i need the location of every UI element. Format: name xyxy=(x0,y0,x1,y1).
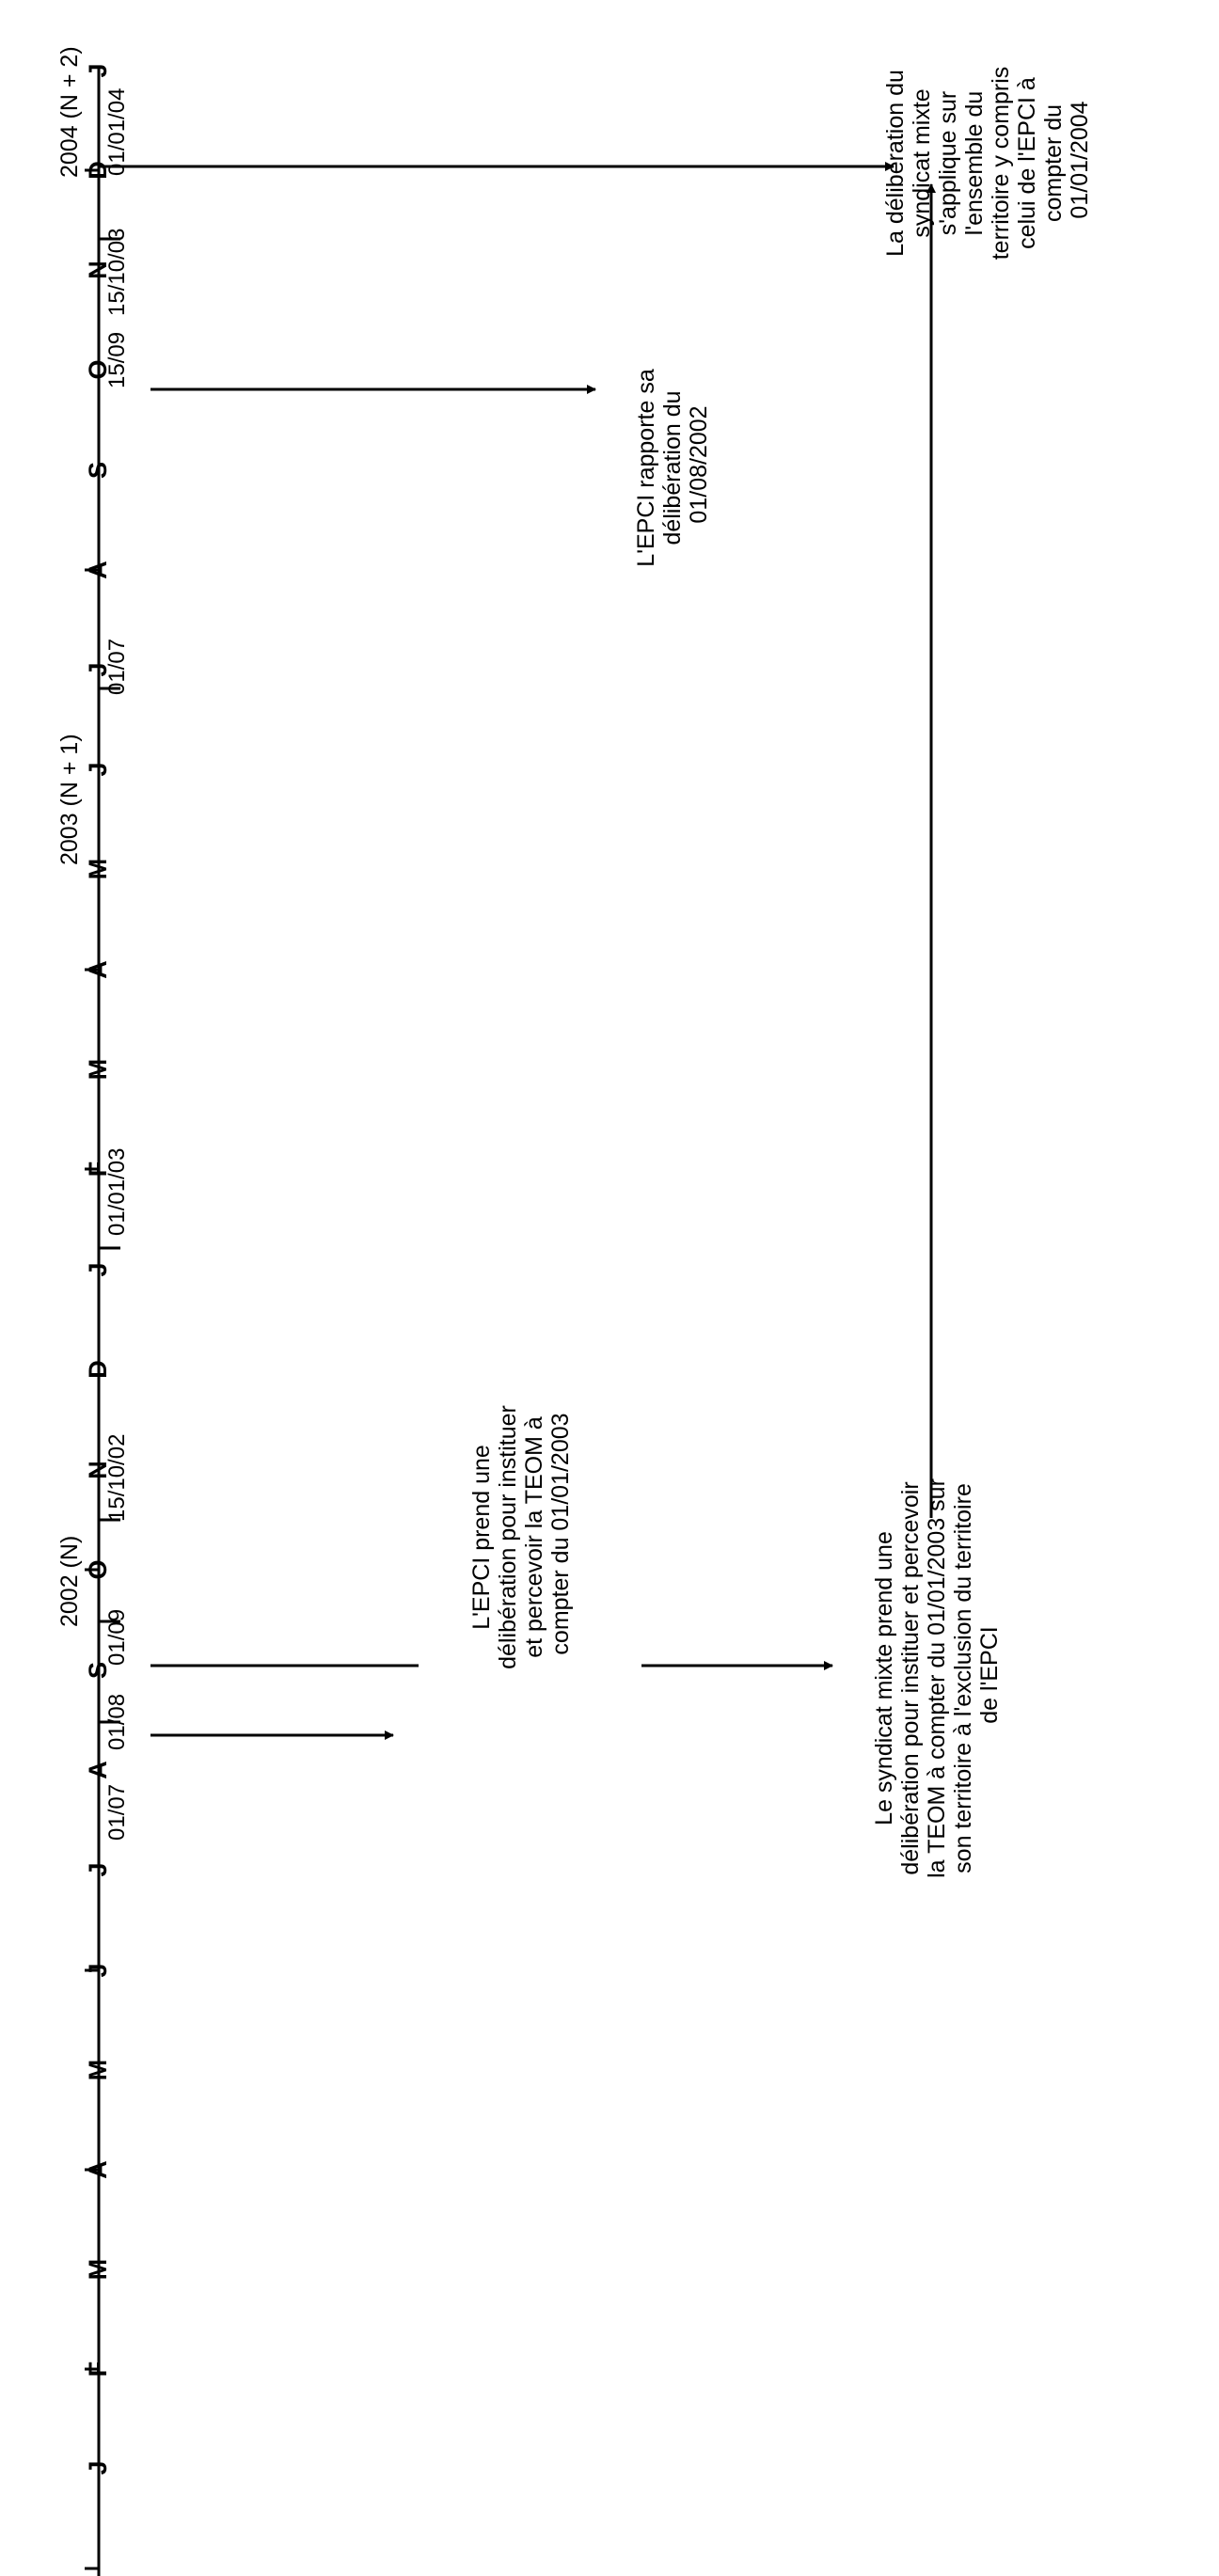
note-syndicat-deliberation xyxy=(871,1472,1003,1878)
month-label: O xyxy=(84,359,112,380)
month-label: F xyxy=(84,1161,112,1177)
date-label-0108: 01/08 xyxy=(104,1693,130,1750)
month-label: D xyxy=(84,161,112,180)
note-line: 01/01/2004 xyxy=(1067,101,1093,219)
note-line: la TEOM à compter du 01/01/2003 sur xyxy=(924,1478,950,1878)
date-label-1509: 15/09 xyxy=(104,331,130,388)
month-label: N xyxy=(84,1461,112,1479)
month-label: J xyxy=(84,662,112,677)
month-label: O xyxy=(84,1559,112,1580)
note-line: compter du 01/01/2003 xyxy=(547,1413,574,1655)
year-label-2002: 2002 (N) xyxy=(56,1535,83,1627)
note-line: délibération pour instituer et percevoir xyxy=(897,1481,924,1875)
note-epci-rapporte xyxy=(633,362,712,566)
year-label-2003: 2003 (N + 1) xyxy=(56,734,83,865)
month-label: M xyxy=(84,858,112,880)
note-syndicat-result xyxy=(882,60,1093,261)
month-label: J xyxy=(84,2460,112,2475)
note-line: celui de l'EPCI à xyxy=(1014,77,1040,249)
note-line: Le syndicat mixte prend une xyxy=(871,1531,897,1825)
month-label: A xyxy=(84,1761,112,1779)
note-line: délibération pour instituer xyxy=(495,1405,521,1669)
note-line: 01/08/2002 xyxy=(686,405,712,524)
note-epci-deliberation xyxy=(468,1399,574,1669)
note-line: L'EPCI prend une xyxy=(468,1445,495,1630)
note-line: l'ensemble du xyxy=(961,90,988,236)
note-line: de l'EPCI xyxy=(976,1626,1003,1724)
note-line: son territoire à l'exclusion du territoire xyxy=(950,1483,976,1873)
month-label: J xyxy=(84,1862,112,1877)
year-label-2004: 2004 (N + 2) xyxy=(56,46,83,178)
month-label: J xyxy=(84,762,112,777)
date-label-151003: 15/10/03 xyxy=(104,228,130,316)
note-line: L'EPCI rapporte sa xyxy=(633,369,659,567)
month-label: M xyxy=(84,2059,112,2081)
date-label-010104: 01/01/04 xyxy=(104,87,130,176)
date-label-010103: 01/01/03 xyxy=(104,1147,130,1236)
note-line: La délibération du xyxy=(882,70,909,257)
month-label: S xyxy=(84,461,112,480)
month-label: A xyxy=(84,561,112,579)
note-line: compter du xyxy=(1040,103,1067,223)
month-label: A xyxy=(84,960,112,979)
date-label-0107: 01/07 xyxy=(104,1783,130,1841)
month-label: M xyxy=(84,1058,112,1081)
date-label-0107-2003: 01/07 xyxy=(104,638,130,695)
month-label: F xyxy=(84,2361,112,2378)
date-label-151002: 15/10/02 xyxy=(104,1433,130,1522)
note-line: délibération du xyxy=(659,390,686,545)
month-label: J xyxy=(84,1262,112,1277)
date-label-0109: 01/09 xyxy=(104,1608,130,1666)
month-label: S xyxy=(84,1661,112,1680)
month-label: J xyxy=(84,1963,112,1978)
note-line: territoire y compris xyxy=(988,66,1014,261)
month-label: N xyxy=(84,261,112,279)
note-line: et percevoir la TEOM à xyxy=(521,1416,547,1658)
month-label: D xyxy=(84,1360,112,1379)
month-label: A xyxy=(84,2160,112,2179)
month-label: M xyxy=(84,2258,112,2281)
note-line: s'applique sur xyxy=(935,90,961,236)
month-label: J xyxy=(84,63,112,78)
note-line: syndicat mixte xyxy=(909,88,935,238)
